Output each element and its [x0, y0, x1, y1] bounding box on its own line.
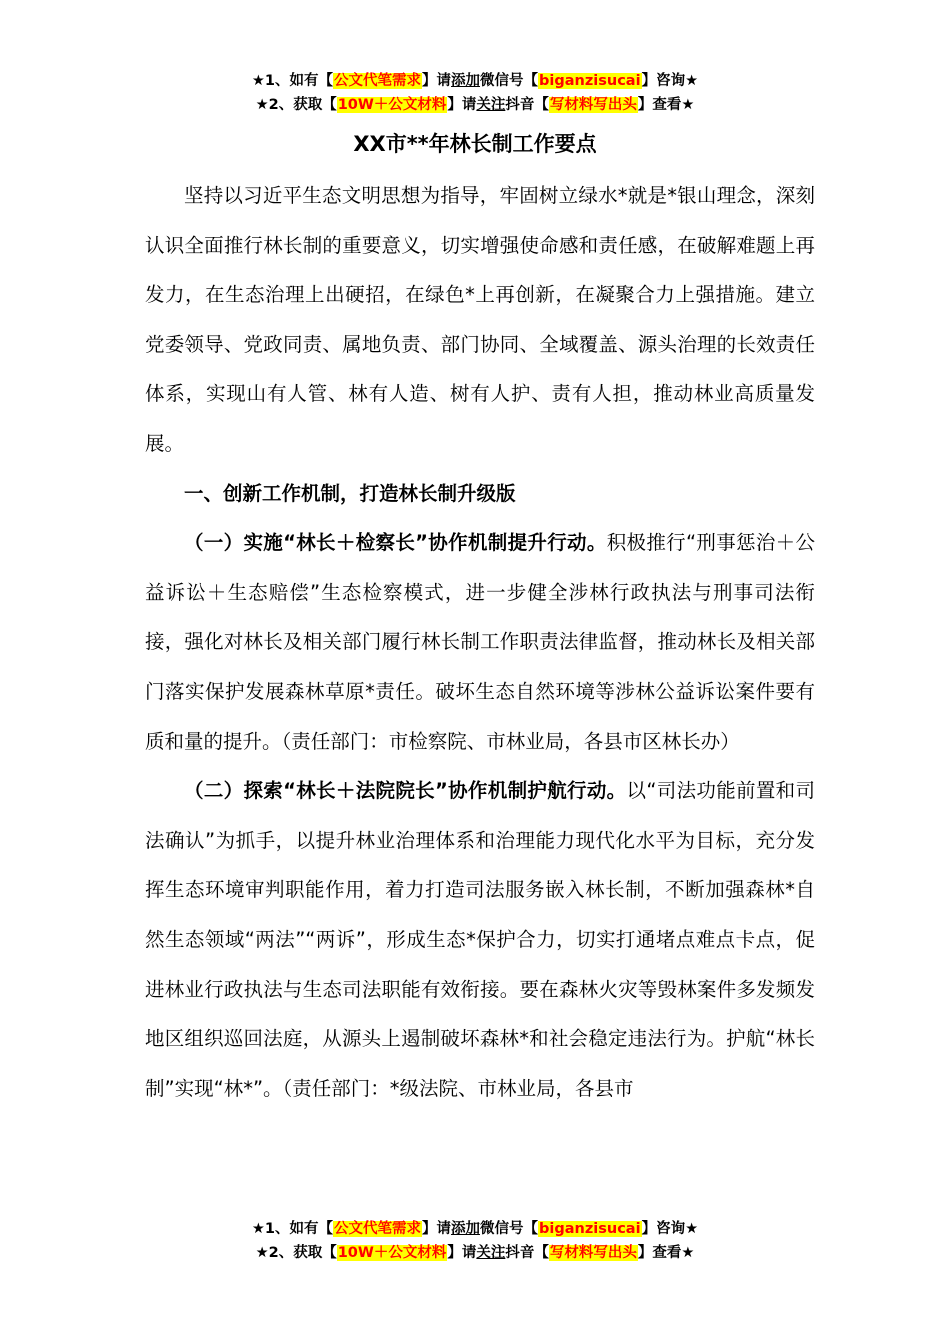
banner-line-1: ★1、如有【公文代笔需求】请添加微信号【biganzisucai】咨询★	[251, 1221, 699, 1237]
highlight-text: 公文代笔需求	[334, 73, 422, 89]
highlight-text: 写材料写出头	[549, 1245, 637, 1261]
banner-line-2: ★2、获取【10W＋公文材料】请关注抖音【写材料写出头】查看★	[255, 97, 695, 113]
subsection-text: 以“司法功能前置和司法确认”为抓手，以提升林业治理体系和治理能力现代化水平为目标，充分发挥生态环境审判职能作用，着力打造司法服务嵌入林长制，不断加强森林*自然生态领域“两法”“两诉”，形成生态*保护合力，切实打通堵点难点卡点，促进林业行政执法与生态司法职能有效衔接。要在森林火灾等毁林案件多发频发地区组织巡回法庭，从源头上遏制破坏森林*和社会稳定违法行为。护航“林长制”实现“林*”。（责任部门：*级法院、市林业局，各县市	[145, 779, 815, 1100]
banner-line-1: ★1、如有【公文代笔需求】请添加微信号【biganzisucai】咨询★	[251, 73, 699, 89]
highlight-text: 公文代笔需求	[334, 1221, 422, 1237]
footer-banner	[0, 1217, 950, 1265]
banner-line-2: ★2、获取【10W＋公文材料】请关注抖音【写材料写出头】查看★	[255, 1245, 695, 1261]
intro-paragraph: 坚持以习近平生态文明思想为指导，牢固树立绿水*就是*银山理念，深刻认识全面推行林长制的重要意义，切实增强使命感和责任感，在破解难题上再发力，在生态治理上出硬招，在绿色*上再创新，在凝聚合力上强措施。建立党委领导、党政同责、属地负责、部门协同、全域覆盖、源头治理的长效责任体系，实现山有人管、林有人造、树有人护、责有人担，推动林业高质量发展。	[145, 184, 815, 455]
subsection-paragraph-1	[145, 518, 815, 766]
highlight-text: 写材料写出头	[549, 97, 637, 113]
subsection-heading: （一）实施“林长＋检察长”协作机制提升行动。	[184, 531, 607, 555]
subsection-paragraph-2	[145, 766, 815, 1113]
document-title: XX市**年林长制工作要点	[353, 132, 597, 156]
document-body	[145, 171, 815, 1113]
header-banner	[0, 69, 950, 117]
highlight-text: 10W＋公文材料	[337, 97, 447, 113]
subsection-text: 积极推行“刑事惩治＋公益诉讼＋生态赔偿”生态检察模式，进一步健全涉林行政执法与刑事司法衔接，强化对林长及相关部门履行林长制工作职责法律监督，推动林长及相关部门落实保护发展森林草原*责任。破坏生态自然环境等涉林公益诉讼案件要有质和量的提升。（责任部门：市检察院、市林业局，各县市区林长办）	[145, 531, 815, 753]
highlight-text: biganzisucai	[539, 73, 641, 89]
section-heading: 一、创新工作机制，打造林长制升级版	[184, 481, 516, 505]
highlight-text: 10W＋公文材料	[337, 1245, 447, 1261]
highlight-text: biganzisucai	[539, 1221, 641, 1237]
subsection-heading: （二）探索“林长＋法院院长”协作机制护航行动。	[184, 779, 627, 803]
